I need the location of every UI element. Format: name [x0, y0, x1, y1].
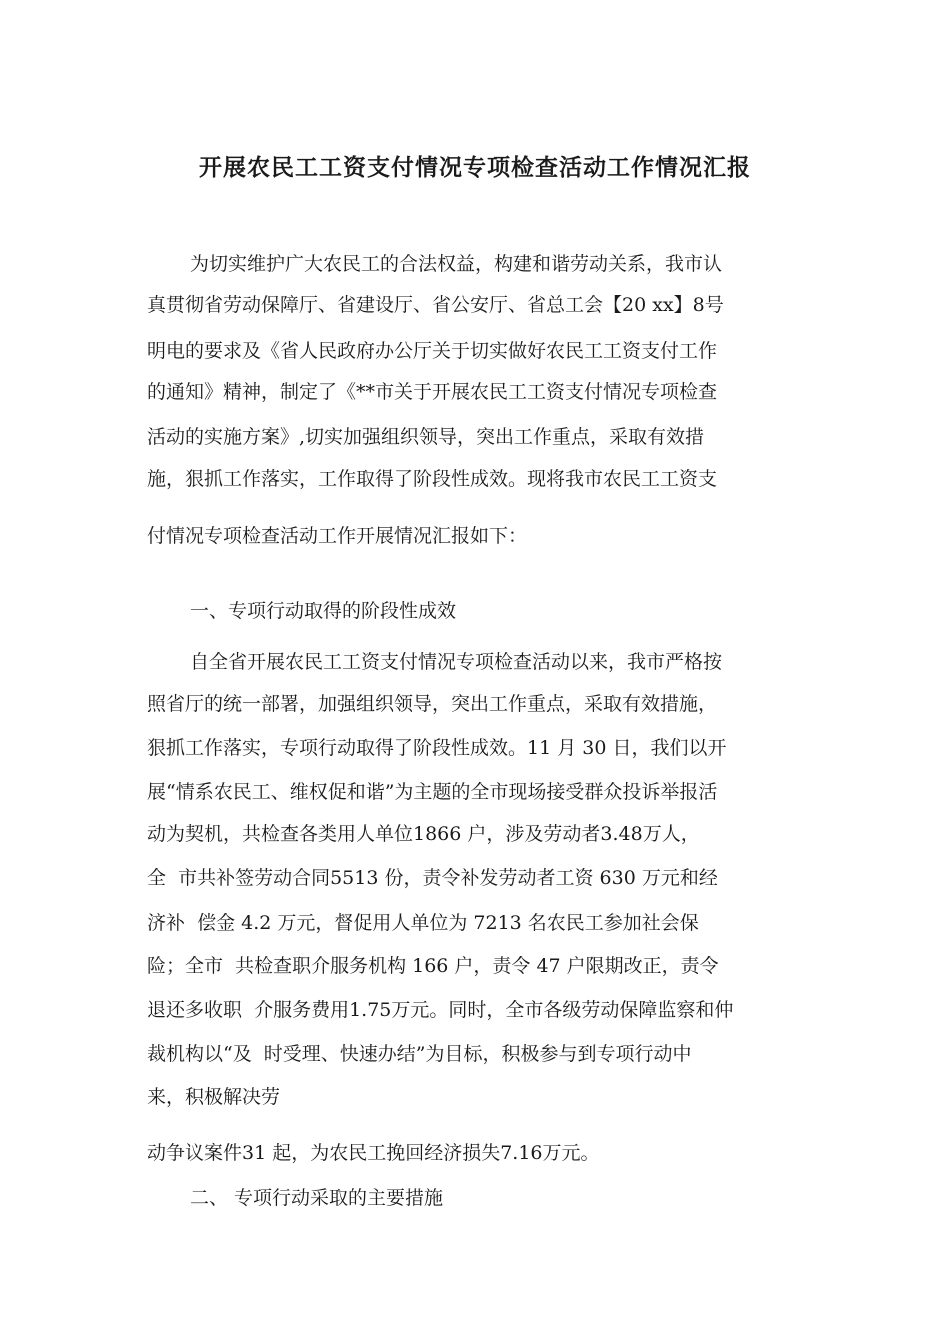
paragraph-line: 狠抓工作落实，专项行动取得了阶段性成效。11 月 30 日，我们以开: [147, 737, 727, 759]
section-heading-2: 二、 专项行动采取的主要措施: [190, 1187, 444, 1209]
paragraph-line: 付情况专项检查活动工作开展情况汇报如下：: [147, 525, 528, 547]
paragraph-line: 济补 偿金 4.2 万元，督促用人单位为 7213 名农民工参加社会保: [147, 912, 699, 934]
paragraph-line: 施，狠抓工作落实，工作取得了阶段性成效。现将我市农民工工资支: [147, 468, 718, 490]
paragraph-line: 自全省开展农民工工资支付情况专项检查活动以来，我市严格按: [190, 651, 723, 673]
paragraph-line: 全 市共补签劳动合同5513 份，责令补发劳动者工资 630 万元和经: [147, 867, 718, 889]
paragraph-line: 为切实维护广大农民工的合法权益，构建和谐劳动关系，我市认: [190, 253, 723, 275]
section-heading-1: 一、专项行动取得的阶段性成效: [190, 600, 457, 622]
paragraph-line: 展“情系农民工、维权促和谐”为主题的全市现场接受群众投诉举报活: [147, 781, 718, 803]
paragraph-line: 照省厅的统一部署，加强组织领导，突出工作重点，采取有效措施，: [147, 693, 718, 715]
document-title: 开展农民工工资支付情况专项检查活动工作情况汇报: [199, 155, 751, 181]
paragraph-line: 动争议案件31 起，为农民工挽回经济损失7.16万元。: [147, 1142, 600, 1164]
paragraph-line: 裁机构以“及 时受理、快速办结”为目标，积极参与到专项行动中: [147, 1043, 692, 1065]
paragraph-line: 动为契机，共检查各类用人单位1866 户，涉及劳动者3.48万人，: [147, 823, 700, 845]
paragraph-line: 险；全市 共检查职介服务机构 166 户，责令 47 户限期改正，责令: [147, 955, 719, 977]
paragraph-line: 退还多收职 介服务费用1.75万元。同时，全市各级劳动保障监察和仲: [147, 999, 734, 1021]
paragraph-line: 真贯彻省劳动保障厅、省建设厅、省公安厅、省总工会【20 xx】8号: [147, 294, 724, 316]
paragraph-line: 明电的要求及《省人民政府办公厅关于切实做好农民工工资支付工作: [147, 340, 718, 362]
paragraph-line: 来，积极解决劳: [147, 1086, 281, 1108]
paragraph-line: 活动的实施方案》,切实加强组织领导，突出工作重点，采取有效措: [147, 426, 705, 448]
paragraph-line: 的通知》精神，制定了《**市关于开展农民工工资支付情况专项检查: [147, 381, 718, 403]
